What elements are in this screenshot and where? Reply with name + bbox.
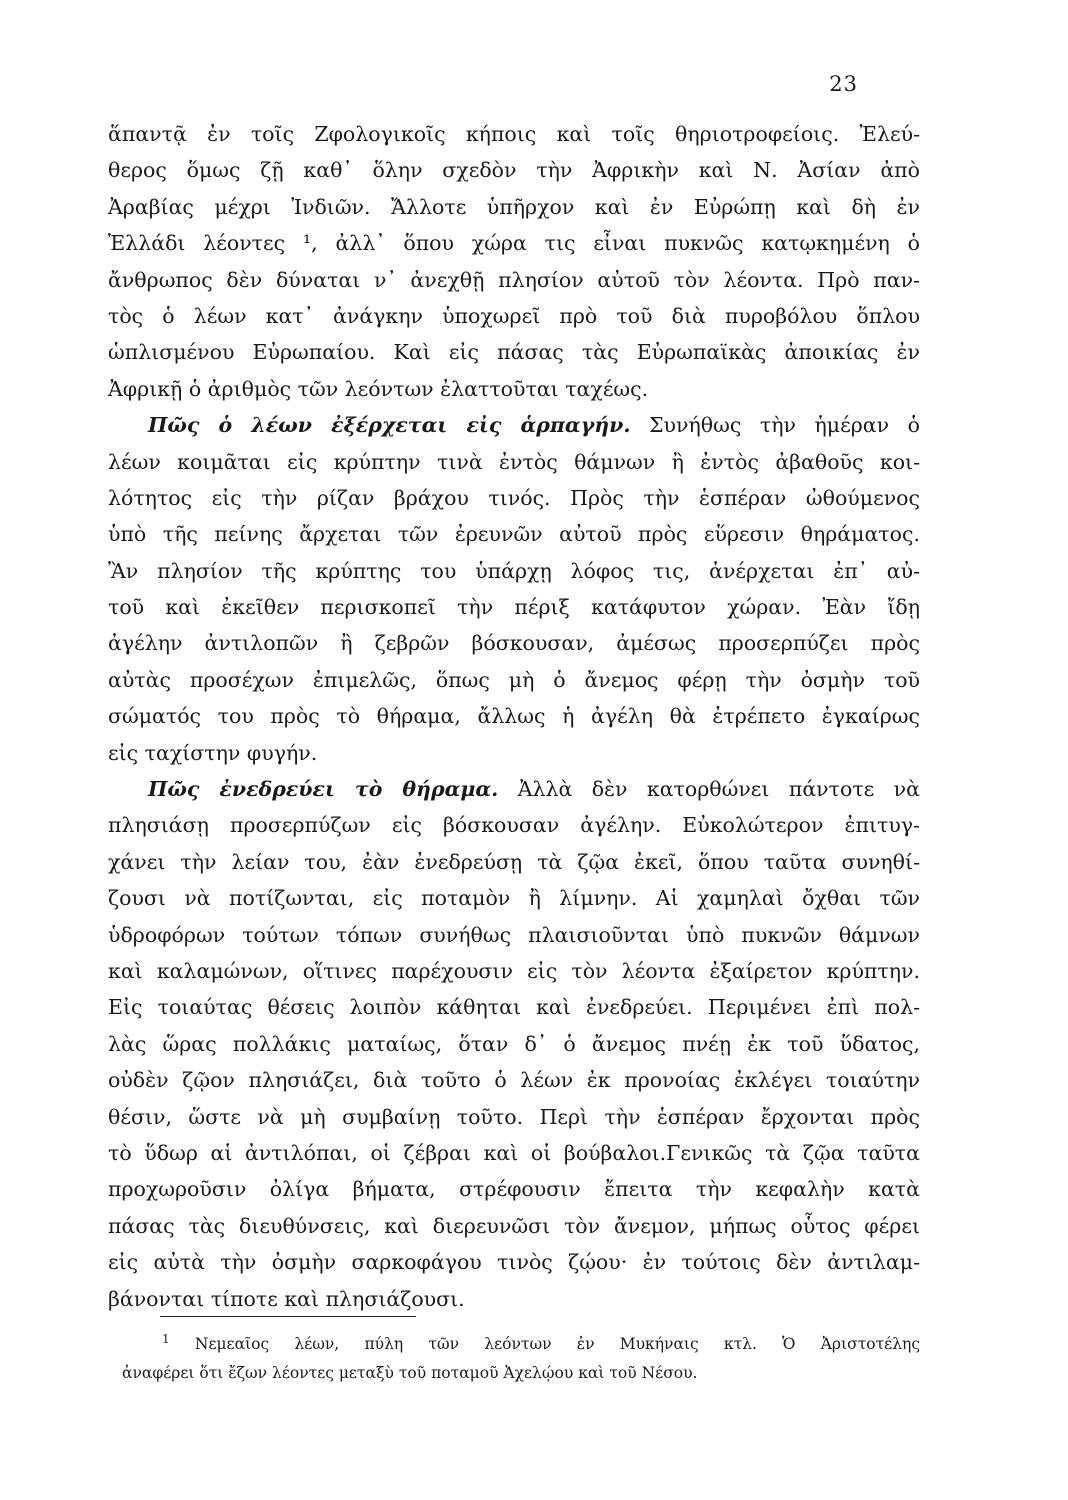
text-run: Ἀλλὰ δὲν κατορθώνει πάντοτε νὰ — [517, 777, 920, 802]
text-run: Συνήθως τὴν ἡμέραν ὁ — [649, 413, 920, 438]
section-heading: Πῶς ὁ λέων ἐξέρχεται εἰς ἁρπαγήν. — [148, 413, 631, 438]
footnote-marker: 1 — [162, 1331, 170, 1346]
text-line: αὐτὰς προσέχων ἐπιμελῶς, ὅπως μὴ ὁ ἄνεμος φέρῃ τὴν ὀσμὴν τοῦ — [108, 667, 920, 692]
text-line: πλησιάσῃ προσερπύζων εἰς βόσκουσαν ἀγέλην. Εὐκολώτερον ἐπιτυγ- — [108, 813, 920, 838]
text-line: λέων κοιμᾶται εἰς κρύπτην τινὰ ἐντὸς θάμνων ἢ ἐντὸς ἀβαθοῦς κοι- — [108, 449, 920, 474]
text-line: Ἑλλάδι λέοντες ¹, ἀλλ᾽ ὅπου χώρα τις εἶναι πυκνῶς κατῳκημένη ὁ — [108, 231, 920, 256]
text-line: ὡπλισμένου Εὐρωπαίου. Καὶ εἰς πάσας τὰς Εὐρωπαϊκὰς ἀποικίας ἐν — [108, 340, 920, 365]
text-line: τοῦ καὶ ἐκεῖθεν περισκοπεῖ τὴν πέριξ κατάφυτον χώραν. Ἐὰν ἴδῃ — [108, 595, 920, 620]
footnote-divider — [160, 1316, 416, 1317]
text-line: τὸ ὕδωρ αἱ ἀντιλόπαι, οἱ ζέβραι καὶ οἱ βούβαλοι.Γενικῶς τὰ ζῷα ταῦτα — [108, 1140, 920, 1165]
section-heading: Πῶς ἐνεδρεύει τὸ θήραμα. — [148, 777, 499, 802]
text-line: ζουσι νὰ ποτίζωνται, εἰς ποταμὸν ἢ λίμνην. Αἱ χαμηλαὶ ὄχθαι τῶν — [108, 886, 920, 911]
page-number: 23 — [829, 72, 858, 96]
footnote-line: ἀναφέρει ὅτι ἔζων λέοντες μεταξὺ τοῦ ποταμοῦ Ἀχελῴου καὶ τοῦ Νέσου. — [122, 1364, 698, 1382]
text-line: ἅπαντᾷ ἐν τοῖς Ζφολογικοῖς κήποις καὶ τοῖς θηριοτροφείοις. Ἐλεύ- — [108, 122, 920, 146]
text-line: θερος ὅμως ζῇ καθ᾽ ὅλην σχεδὸν τὴν Ἀφρικὴν καὶ Ν. Ἀσίαν ἀπὸ — [108, 158, 920, 183]
text-line: χάνει τὴν λείαν του, ἐὰν ἐνεδρεύσῃ τὰ ζῷα ἐκεῖ, ὅπου ταῦτα συνηθί- — [108, 849, 920, 874]
footnote-text: Νεμεαῖος λέων, πύλη τῶν λεόντων ἐν Μυκήναις κτλ. Ὁ Ἀριστοτέλης — [194, 1335, 920, 1353]
text-line: Ἀραβίας μέχρι Ἰνδιῶν. Ἄλλοτε ὑπῆρχον καὶ ἐν Εὐρώπῃ καὶ δὴ ἐν — [108, 194, 920, 219]
text-line: λότητος εἰς τὴν ρίζαν βράχου τινός. Πρὸς τὴν ἑσπέραν ὠθούμενος — [108, 485, 920, 510]
text-line: ἀγέλην ἀντιλοπῶν ἢ ζεβρῶν βόσκουσαν, ἀμέσως προσερπύζει πρὸς — [108, 631, 920, 656]
text-line: θέσιν, ὥστε νὰ μὴ συμβαίνῃ τοῦτο. Περὶ τὴν ἑσπέραν ἔρχονται πρὸς — [108, 1104, 920, 1129]
footnote — [122, 1330, 920, 1388]
text-line: λὰς ὥρας πολλάκις ματαίως, ὅταν δ᾽ ὁ ἄνεμος πνέῃ ἐκ τοῦ ὕδατος, — [108, 1031, 920, 1056]
text-line: ἄνθρωπος δὲν δύναται ν᾽ ἀνεχθῇ πλησίον αὐτοῦ τὸν λέοντα. Πρὸ παν- — [108, 267, 920, 292]
text-line: εἰς αὐτὰ τὴν ὀσμὴν σαρκοφάγου τινὸς ζῴου· ἐν τούτοις δὲν ἀντιλαμ- — [108, 1250, 920, 1275]
footnote-line — [122, 1330, 920, 1359]
text-line: ὑδροφόρων τούτων τόπων συνήθως πλαισιοῦνται ὑπὸ πυκνῶν θάμνων — [108, 922, 920, 947]
text-line: Ἀφρικῇ ὁ ἀριθμὸς τῶν λεόντων ἐλαττοῦται ταχέως. — [108, 376, 649, 401]
text-line: τὸς ὁ λέων κατ᾽ ἀνάγκην ὑποχωρεῖ πρὸ τοῦ διὰ πυροβόλου ὅπλου — [108, 303, 920, 328]
main-text — [108, 116, 920, 1317]
section-heading-line — [108, 407, 920, 443]
text-line: καὶ καλαμώνων, οἵτινες παρέχουσιν εἰς τὸν λέοντα ἐξαίρετον κρύπτην. — [108, 958, 920, 983]
text-line: βάνονται τίποτε καὶ πλησιάζουσι. — [108, 1286, 465, 1311]
text-line: πάσας τὰς διευθύνσεις, καὶ διερευνῶσι τὸν ἄνεμον, μήπως οὗτος φέρει — [108, 1213, 920, 1238]
text-line: Ἂν πλησίον τῆς κρύπτης του ὑπάρχῃ λόφος τις, ἀνέρχεται ἐπ᾽ αὐ- — [108, 558, 920, 583]
text-line: προχωροῦσιν ὀλίγα βήματα, στρέφουσιν ἔπειτα τὴν κεφαλὴν κατὰ — [108, 1177, 920, 1202]
text-line: Εἰς τοιαύτας θέσεις λοιπὸν κάθηται καὶ ἐνεδρεύει. Περιμένει ἐπὶ πολ- — [108, 995, 920, 1020]
text-line: εἰς ταχίστην φυγήν. — [108, 740, 318, 765]
text-line: σώματός του πρὸς τὸ θήραμα, ἄλλως ἡ ἀγέλη θὰ ἐτρέπετο ἐγκαίρως — [108, 704, 920, 729]
section-heading-line — [108, 771, 920, 807]
text-line: ὑπὸ τῆς πείνης ἄρχεται τῶν ἐρευνῶν αὐτοῦ πρὸς εὕρεσιν θηράματος. — [108, 522, 920, 547]
text-line: οὐδὲν ζῷον πλησιάζει, διὰ τοῦτο ὁ λέων ἐκ προνοίας ἐκλέγει τοιαύτην — [108, 1068, 920, 1093]
